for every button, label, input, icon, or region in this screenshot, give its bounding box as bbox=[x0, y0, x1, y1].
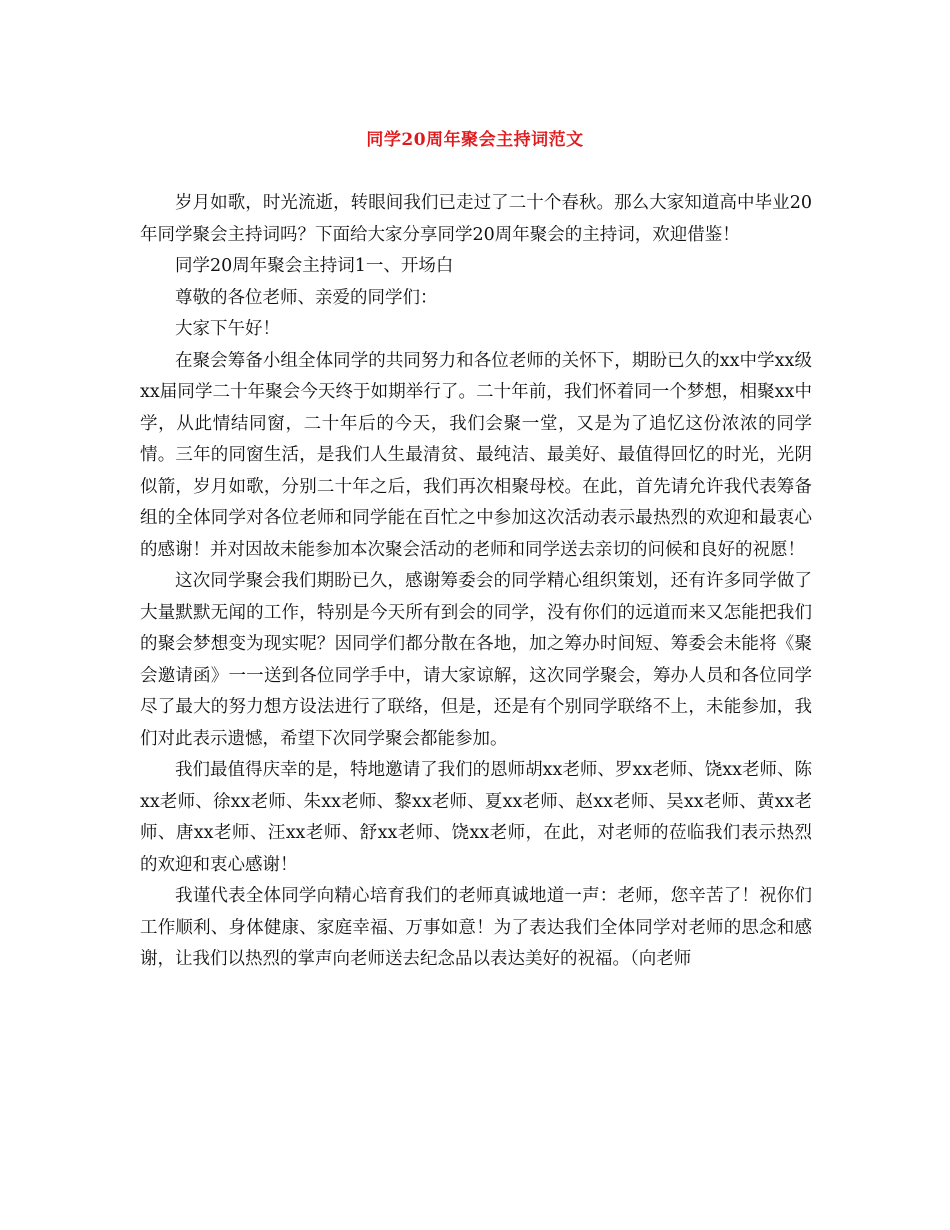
paragraph-intro: 岁月如歌，时光流逝，转眼间我们已走过了二十个春秋。那么大家知道高中毕业20年同学聚会主持词吗？下面给大家分享同学20周年聚会的主持词，欢迎借鉴！ bbox=[140, 193, 812, 245]
paragraph-section-heading: 同学20周年聚会主持词1一、开场白 bbox=[175, 256, 454, 276]
paragraph-tribute: 我谨代表全体同学向精心培育我们的老师真诚地道一声：老师，您辛苦了！祝你们工作顺利、身体健康、家庭幸福、万事如意！为了表达我们全体同学对老师的思念和感谢，让我们以热烈的掌声向老师送去纪念品以表达美好的祝福。（向老师 bbox=[140, 886, 812, 969]
document-body bbox=[140, 188, 812, 976]
document-title: 同学20周年聚会主持词范文 bbox=[366, 130, 584, 150]
paragraph-greeting: 大家下午好！ bbox=[175, 319, 280, 339]
paragraph-teachers-welcome: 我们最值得庆幸的是，特地邀请了我们的恩师胡xx老师、罗xx老师、饶xx老师、陈xx老师、徐xx老师、朱xx老师、黎xx老师、夏xx老师、赵xx老师、吴xx老师、黄xx老师、唐xx老师、汪xx老师、舒xx老师、饶xx老师，在此，对老师的莅临我们表示热烈的欢迎和衷心感谢！ bbox=[140, 760, 812, 875]
paragraph-salutation: 尊敬的各位老师、亲爱的同学们： bbox=[175, 287, 438, 308]
paragraph-thanks-organizers: 这次同学聚会我们期盼已久，感谢筹委会的同学精心组织策划，还有许多同学做了大量默默无闻的工作，特别是今天所有到会的同学，没有你们的远道而来又怎能把我们的聚会梦想变为现实呢？因同学们都分散在各地，加之筹办时间短、筹委会未能将《聚会邀请函》一一送到各位同学手中，请大家谅解，这次同学聚会，筹办人员和各位同学尽了最大的努力想方设法进行了联络，但是，还是有个别同学联络不上，未能参加，我们对此表示遗憾，希望下次同学聚会都能参加。 bbox=[140, 571, 812, 749]
paragraph-opening: 在聚会筹备小组全体同学的共同努力和各位老师的关怀下，期盼已久的xx中学xx级xx届同学二十年聚会今天终于如期举行了。二十年前，我们怀着同一个梦想，相聚xx中学，从此情结同窗，二十年后的今天，我们会聚一堂，又是为了追忆这份浓浓的同学情。三年的同窗生活，是我们人生最清贫、最纯洁、最美好、最值得回忆的时光，光阴似箭，岁月如歌，分别二十年之后，我们再次相聚母校。在此，首先请允许我代表筹备组的全体同学对各位老师和同学能在百忙之中参加这次活动表示最热烈的欢迎和最衷心的感谢！并对因故未能参加本次聚会活动的老师和同学送去亲切的问候和良好的祝愿！ bbox=[140, 350, 812, 560]
